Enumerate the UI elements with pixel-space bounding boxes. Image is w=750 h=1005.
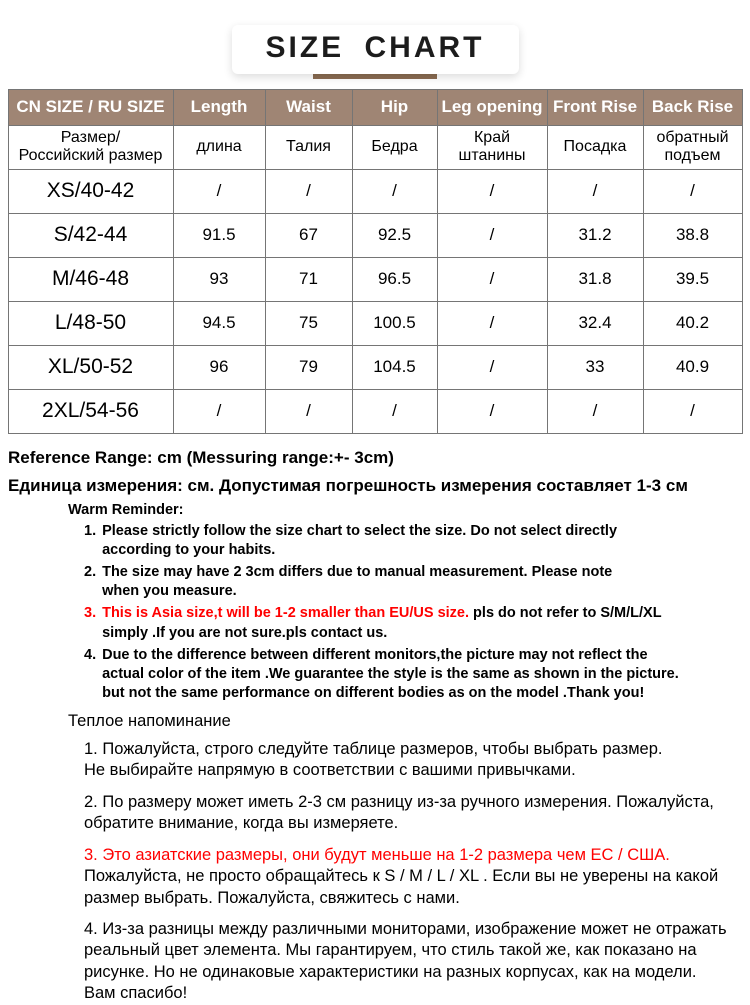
measure-cell: 32.4 <box>547 301 643 345</box>
list-item-number: 4. <box>84 646 97 663</box>
measure-cell: / <box>265 169 352 213</box>
list-item: 1. Пожалуйста, строго следуйте таблице размеров, чтобы выбрать размер. Не выбирайте напрямую в соответствии с вашими привычками. <box>84 739 663 780</box>
measure-cell: / <box>437 213 547 257</box>
measure-cell: / <box>643 169 742 213</box>
list-item: 2. По размеру может иметь 2-3 см разницу из-за ручного измерения. Пожалуйста, обратите внимание, когда вы измеряете. <box>84 792 714 833</box>
measure-cell: 79 <box>265 345 352 389</box>
measure-cell: 91.5 <box>173 213 265 257</box>
reference-range-en: Reference Range: cm (Messuring range:+- 3cm) <box>8 447 394 467</box>
measure-cell: / <box>265 389 352 433</box>
header-cell-ru: обратный подъем <box>643 125 742 169</box>
measure-cell: / <box>643 389 742 433</box>
header-cell-ru: Талия <box>265 125 352 169</box>
measure-cell: / <box>352 169 437 213</box>
table-row <box>8 389 742 433</box>
measure-cell: 75 <box>265 301 352 345</box>
list-item-number: 2. <box>84 564 97 581</box>
list-item-text <box>102 604 661 642</box>
measure-cell: 96.5 <box>352 257 437 301</box>
list-item-number: 3. <box>84 605 97 622</box>
header-cell-en: CN SIZE / RU SIZE <box>8 89 173 125</box>
table-header-row-ru <box>8 125 742 169</box>
measure-cell: 94.5 <box>173 301 265 345</box>
page-title: SIZE CHART <box>265 31 485 64</box>
warm-reminder-title: Warm Reminder: <box>68 502 184 519</box>
ru-reminder-list <box>84 739 744 1005</box>
table-row <box>8 301 742 345</box>
size-table <box>8 89 743 434</box>
size-label-cell: S/42-44 <box>8 213 173 257</box>
measure-cell: 33 <box>547 345 643 389</box>
list-item <box>84 845 744 909</box>
header-cell-ru: Размер/Российский размер <box>8 125 173 169</box>
warm-reminder-list <box>84 522 704 703</box>
measure-cell: / <box>437 301 547 345</box>
list-item <box>84 563 704 601</box>
list-item <box>84 646 704 703</box>
asia-size-warning-en: This is Asia size,t will be 1-2 smaller than EU/US size. <box>102 605 470 622</box>
table-row <box>8 345 742 389</box>
table-row <box>8 169 742 213</box>
header-cell-en: Back Rise <box>643 89 742 125</box>
list-item-text-rest: pls do not refer to S/M/L/XL simply .If you are not sure.pls contact us. <box>102 605 662 641</box>
header-cell-en: Hip <box>352 89 437 125</box>
size-label-cell: L/48-50 <box>8 301 173 345</box>
list-item <box>84 522 704 560</box>
list-item <box>84 604 704 642</box>
list-item-number: 1. <box>84 522 97 539</box>
measure-cell: 39.5 <box>643 257 742 301</box>
list-item-text: Due to the difference between different monitors,the picture may not reflect the actual color of the item .We guarantee the style is the same as shown in the picture. but not the same performance on different bodies as on the model .Thank you! <box>102 646 679 701</box>
table-row <box>8 257 742 301</box>
measure-cell: 31.8 <box>547 257 643 301</box>
size-label-cell: XL/50-52 <box>8 345 173 389</box>
header-cell-en: Leg opening <box>437 89 547 125</box>
measure-cell: 31.2 <box>547 213 643 257</box>
header-cell-ru: Бедра <box>352 125 437 169</box>
measure-cell: 40.9 <box>643 345 742 389</box>
measure-cell: 93 <box>173 257 265 301</box>
header-cell-ru: длина <box>173 125 265 169</box>
header-cell-ru: Край штанины <box>437 125 547 169</box>
measure-cell: / <box>352 389 437 433</box>
header-cell-en: Waist <box>265 89 352 125</box>
measure-cell: 38.8 <box>643 213 742 257</box>
measure-cell: / <box>437 389 547 433</box>
measure-cell: / <box>173 169 265 213</box>
reference-range-ru: Единица измерения: см. Допустимая погрешность измерения составляет 1-3 см <box>8 475 688 495</box>
table-row <box>8 213 742 257</box>
header-cell-ru: Посадка <box>547 125 643 169</box>
ru-reminder-title: Теплое напоминание <box>68 712 231 731</box>
header-cell-en: Length <box>173 89 265 125</box>
size-label-cell: 2XL/54-56 <box>8 389 173 433</box>
title-card <box>232 25 519 74</box>
header <box>0 0 750 79</box>
measure-cell: / <box>547 389 643 433</box>
measure-cell: / <box>437 169 547 213</box>
measure-cell: / <box>547 169 643 213</box>
measure-cell: 100.5 <box>352 301 437 345</box>
title-underline <box>313 74 437 79</box>
measure-cell: 67 <box>265 213 352 257</box>
table-header-row-en <box>8 89 742 125</box>
measure-cell: / <box>437 345 547 389</box>
list-item-text: The size may have 2 3cm differs due to manual measurement. Please note when you measure. <box>102 564 613 600</box>
list-item-text-rest: Пожалуйста, не просто обращайтесь к S / M / L / XL . Если вы не уверены на какой размер выбрать. Пожалуйста, свяжитесь с нами. <box>84 867 719 907</box>
size-label-cell: XS/40-42 <box>8 169 173 213</box>
list-item: 4. Из-за разницы между различными мониторами, изображение может не отражать реальный цвет элемента. Мы гарантируем, что стиль такой же, как показано на рисунке. Но не одинаковые характеристики на разных корпусах, как на модели. Вам спасибо! <box>84 919 727 1003</box>
asia-size-warning-ru: 3. Это азиатские размеры, они будут меньше на 1-2 размера чем ЕС / США. <box>84 845 670 864</box>
measure-cell: / <box>173 389 265 433</box>
measure-cell: 40.2 <box>643 301 742 345</box>
list-item-text: Please strictly follow the size chart to select the size. Do not select directly according to your habits. <box>102 522 618 559</box>
measure-cell: 71 <box>265 257 352 301</box>
measure-cell: 104.5 <box>352 345 437 389</box>
measure-cell: / <box>437 257 547 301</box>
header-cell-en: Front Rise <box>547 89 643 125</box>
measure-cell: 92.5 <box>352 213 437 257</box>
measure-cell: 96 <box>173 345 265 389</box>
size-label-cell: M/46-48 <box>8 257 173 301</box>
